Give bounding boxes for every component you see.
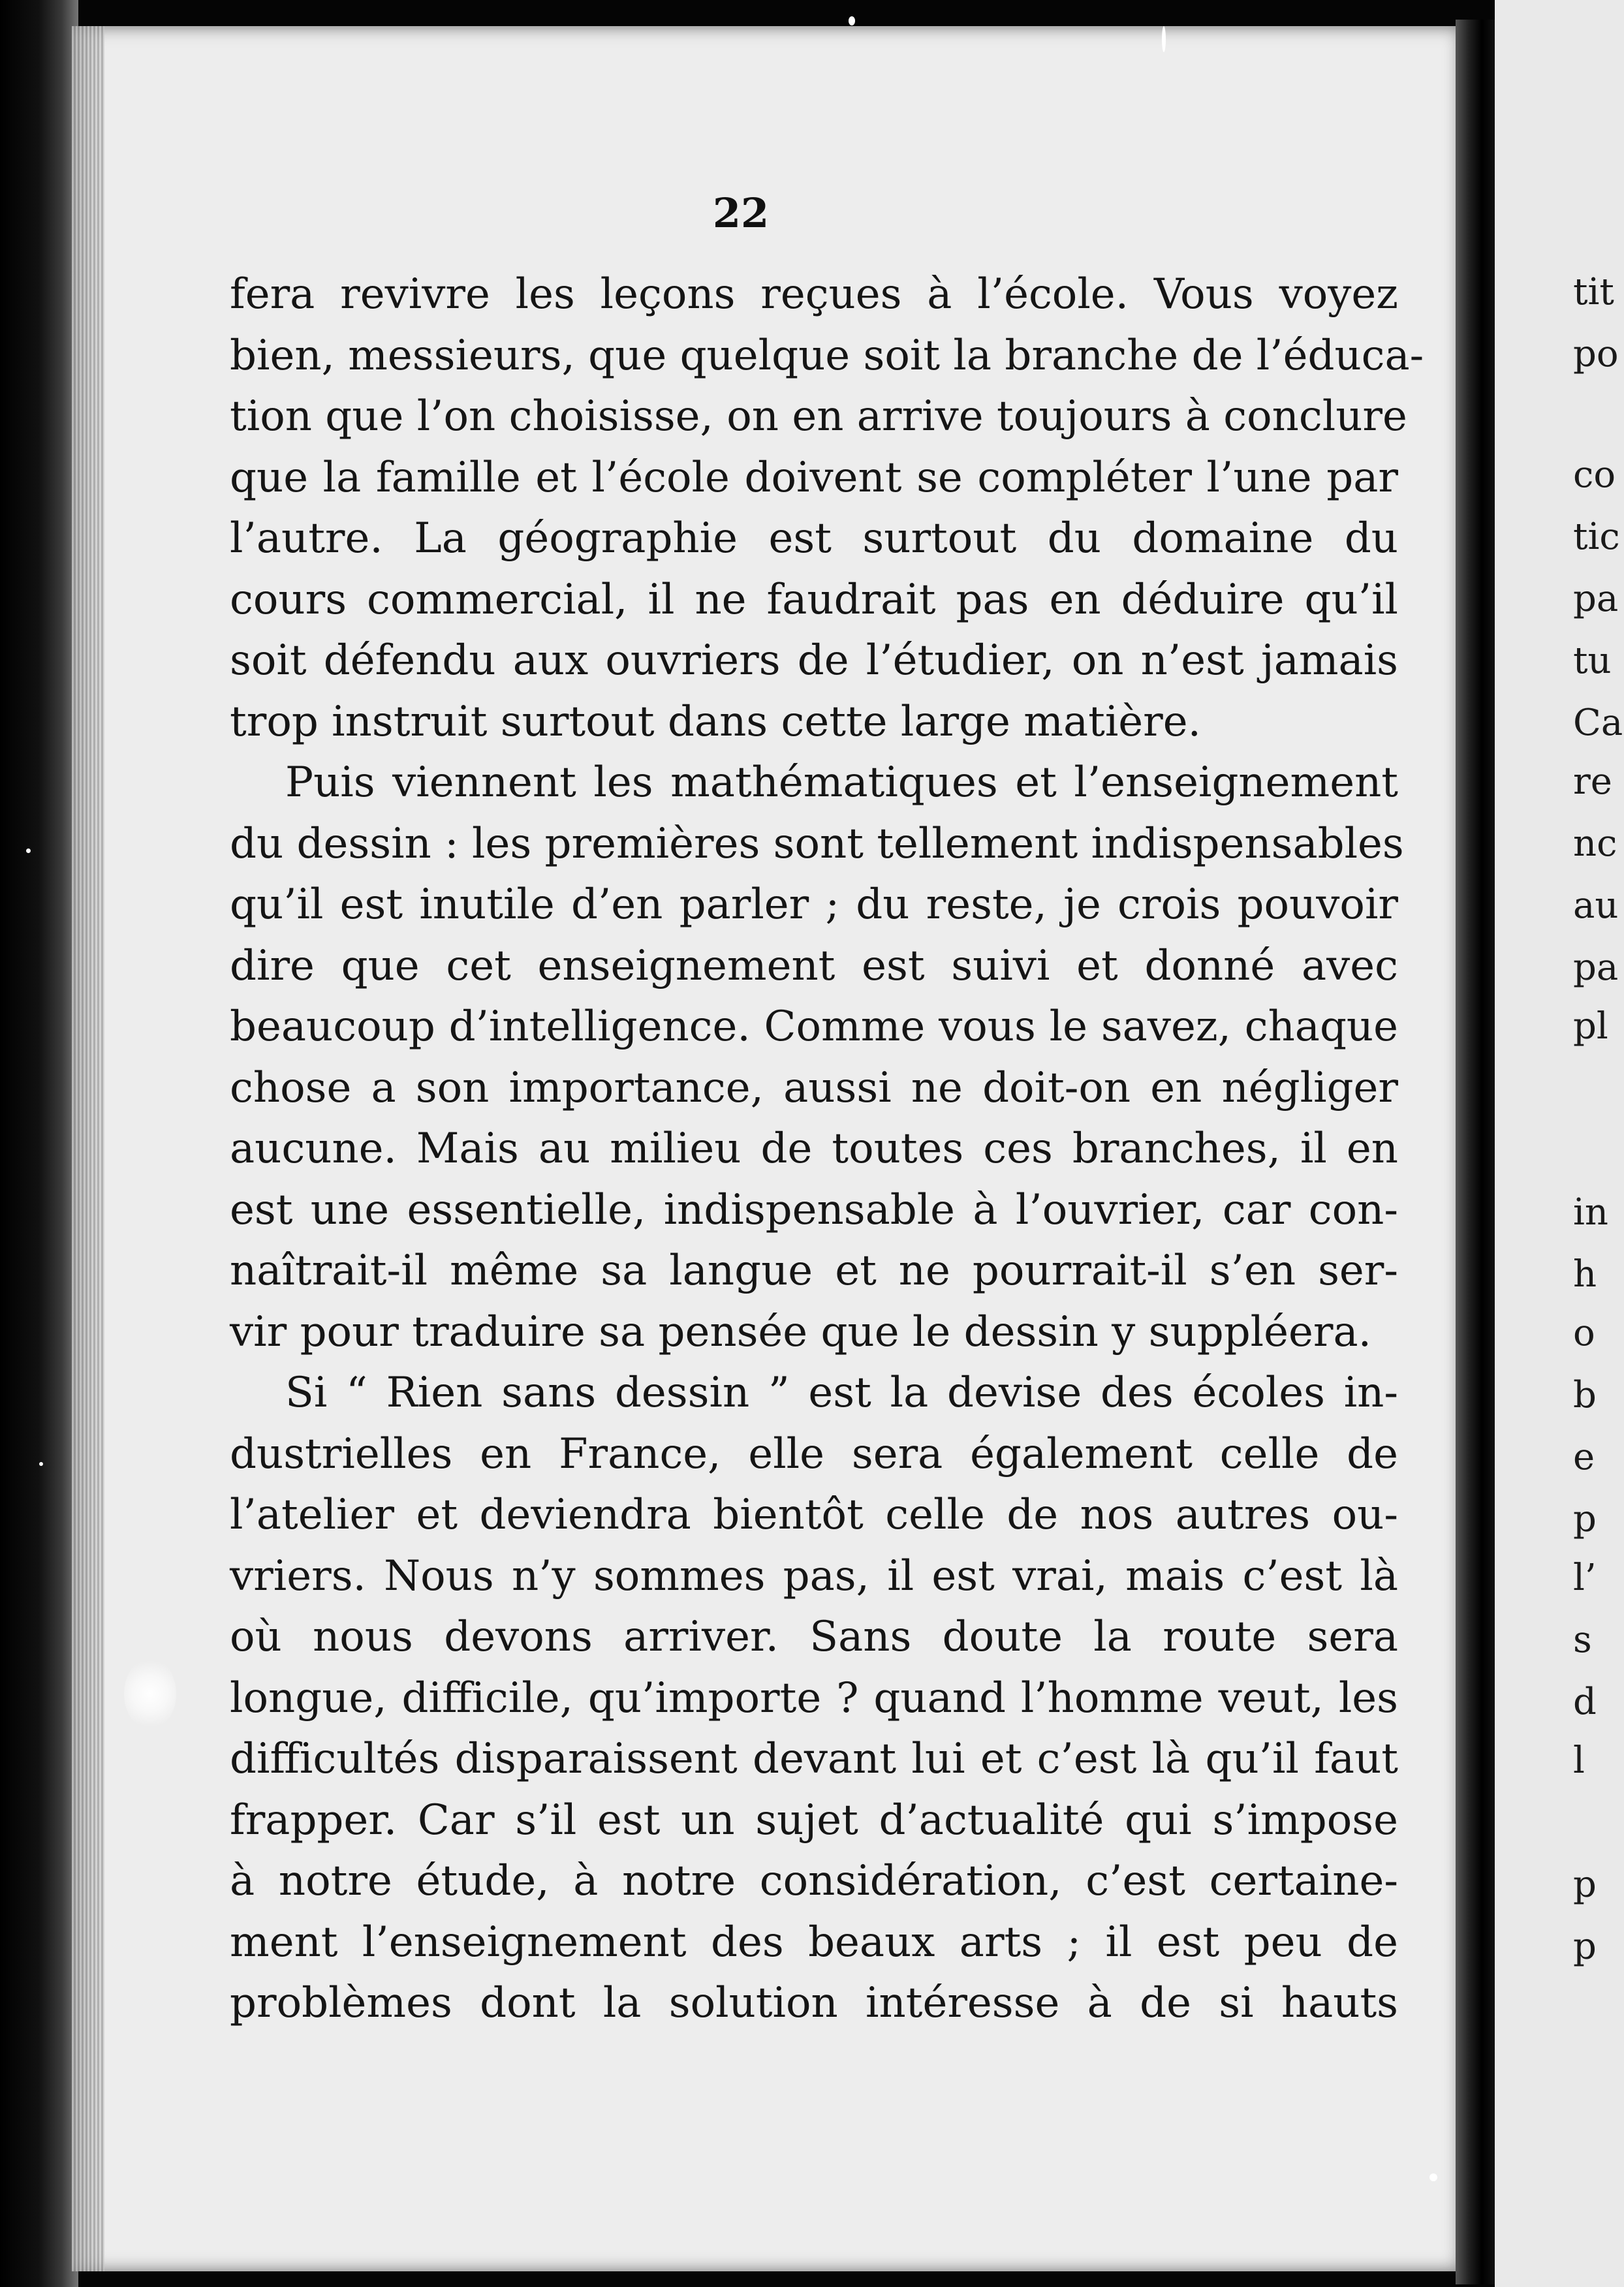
facing-page-text: o [1573, 1312, 1595, 1354]
text-line: Puis viennent les mathématiques et l’enseignement [285, 758, 1398, 807]
facing-page-fragment [1495, 0, 1624, 2287]
facing-page-text: d [1573, 1681, 1597, 1723]
text-line: que la famille et l’école doivent se compléter l’une par [230, 453, 1398, 502]
text-line: du dessin : les premières sont tellement indispensables [230, 819, 1404, 868]
facing-page-text: po [1573, 333, 1619, 375]
facing-page-text: h [1573, 1253, 1597, 1296]
text-line: chose a son importance, aussi ne doit-on en négliger [230, 1063, 1398, 1112]
facing-page-text: nc [1573, 822, 1617, 865]
text-line: difficultés disparaissent devant lui et c’est là qu’il faut [230, 1735, 1398, 1783]
facing-page-text: s [1573, 1619, 1592, 1661]
text-line: longue, difficile, qu’importe ? quand l’homme veut, les [230, 1673, 1398, 1722]
text-line: problèmes dont la solution intéresse à de si hauts [230, 1979, 1398, 2027]
text-line: vir pour traduire sa pensée que le dessin y suppléera. [230, 1307, 1371, 1356]
page-stack-edges [72, 26, 104, 2271]
facing-page-text: pa [1573, 946, 1619, 989]
scan-glare [124, 1658, 176, 1730]
facing-page-text: l [1573, 1739, 1585, 1782]
text-line: cours commercial, il ne faudrait pas en déduire qu’il [230, 575, 1398, 624]
text-line: dustrielles en France, elle sera également celle de [230, 1429, 1398, 1478]
page-number: 22 [712, 189, 770, 237]
scan-speck [849, 16, 855, 25]
page-body-text [230, 264, 1424, 2034]
book-gutter [1456, 20, 1495, 2284]
scan-speck [1162, 26, 1166, 52]
text-line: qu’il est inutile d’en parler ; du reste, je crois pouvoir [230, 880, 1398, 929]
facing-page-text: re [1573, 760, 1612, 803]
text-line: vriers. Nous n’y sommes pas, il est vrai, mais c’est là [230, 1551, 1398, 1600]
facing-page-text: tu [1573, 640, 1612, 682]
facing-page-text: p [1573, 1863, 1597, 1906]
facing-page-text: pa [1573, 578, 1619, 620]
text-line: dire que cet enseignement est suivi et donné avec [230, 941, 1398, 990]
facing-page-text: au [1573, 884, 1619, 927]
text-line: trop instruit surtout dans cette large matière. [230, 697, 1201, 746]
text-line: frapper. Car s’il est un sujet d’actualité qui s’impose [230, 1796, 1398, 1844]
facing-page-text: in [1573, 1191, 1608, 1234]
text-line: à notre étude, à notre considération, c’est certaine- [230, 1857, 1398, 1905]
text-line: l’autre. La géographie est surtout du domaine du [230, 514, 1398, 563]
scan-speck [39, 1462, 43, 1466]
text-line: est une essentielle, indispensable à l’ouvrier, car con- [230, 1185, 1398, 1234]
facing-page-text: p [1573, 1498, 1597, 1540]
text-line: Si “ Rien sans dessin ” est la devise des écoles in- [285, 1369, 1398, 1417]
facing-page-text: b [1573, 1374, 1597, 1416]
text-line: ment l’enseignement des beaux arts ; il est peu de [230, 1918, 1398, 1967]
text-line: fera revivre les leçons reçues à l’école. Vous voyez [230, 270, 1398, 319]
text-line: beaucoup d’intelligence. Comme vous le savez, chaque [230, 1003, 1398, 1051]
scan-speck [26, 848, 31, 853]
facing-page-text: pl [1573, 1005, 1608, 1048]
text-line: bien, messieurs, que quelque soit la branche de l’éduca- [230, 331, 1424, 380]
facing-page-text: tit [1573, 271, 1614, 313]
text-line: naîtrait-il même sa langue et ne pourrait-il s’en ser- [230, 1247, 1398, 1295]
facing-page-text: p [1573, 1925, 1597, 1968]
scan-speck [1429, 2173, 1437, 2181]
facing-page-text: Ca [1573, 702, 1623, 744]
facing-page-text: tic [1573, 516, 1620, 558]
text-line: aucune. Mais au milieu de toutes ces branches, il en [230, 1125, 1398, 1173]
text-line: tion que l’on choisisse, on en arrive toujours à conclure [230, 392, 1407, 441]
facing-page-text: e [1573, 1436, 1595, 1478]
facing-page-text: co [1573, 454, 1616, 496]
facing-page-text: l’ [1573, 1557, 1597, 1599]
text-line: soit défendu aux ouvriers de l’étudier, on n’est jamais [230, 636, 1398, 685]
scanner-bed-left-edge [0, 0, 78, 2287]
text-line: l’atelier et deviendra bientôt celle de nos autres ou- [230, 1491, 1398, 1539]
text-line: où nous devons arriver. Sans doute la route sera [230, 1613, 1398, 1661]
